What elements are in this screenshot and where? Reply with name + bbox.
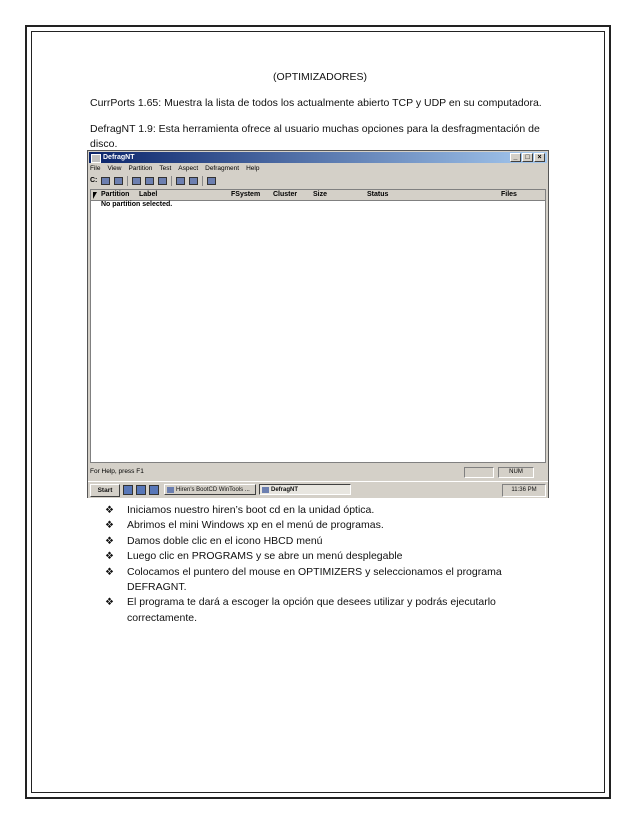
list-item — [105, 565, 525, 596]
defragnt-screenshot — [87, 150, 549, 498]
bullet-diamond-icon: ❖ — [105, 566, 114, 578]
browser-icon[interactable] — [123, 485, 133, 495]
column-fsystem[interactable]: FSystem — [231, 191, 261, 198]
menu-defragment[interactable]: Defragment — [205, 165, 240, 172]
bullet-diamond-icon: ❖ — [105, 597, 114, 609]
list-item — [105, 534, 525, 549]
taskbar-item-defragnt[interactable] — [259, 484, 351, 495]
menu-test[interactable]: Test — [159, 165, 172, 172]
bullet-diamond-icon: ❖ — [105, 505, 114, 516]
drive-selector[interactable]: C: — [90, 177, 98, 184]
list-item-text: El programa te dará a escoger la opción que desees utilizar y podrás ejecutarlo correctamente. — [127, 596, 496, 624]
list-item-text: Iniciamos nuestro hiren’s boot cd en la unidad óptica. — [127, 504, 375, 516]
list-item — [105, 503, 525, 518]
system-clock: 11:36 PM — [502, 484, 546, 497]
partition-list[interactable] — [90, 189, 546, 463]
window-titlebar — [89, 152, 547, 163]
status-help-text: For Help, press F1 — [90, 468, 144, 475]
status-bar — [90, 467, 546, 477]
column-cluster[interactable]: Cluster — [273, 191, 298, 198]
steps-list — [105, 503, 525, 626]
folder-icon[interactable] — [149, 485, 159, 495]
toolbar-separator — [202, 176, 203, 186]
defragnt-app-icon — [91, 154, 101, 163]
column-label[interactable]: Label — [139, 191, 158, 198]
list-header — [91, 190, 545, 201]
menu-file[interactable]: File — [90, 165, 101, 172]
drive-info-icon[interactable] — [101, 177, 110, 185]
hirens-app-icon — [167, 487, 174, 493]
menu-aspect[interactable]: Aspect — [178, 165, 199, 172]
column-size[interactable]: Size — [313, 191, 328, 198]
desktop-icon[interactable] — [136, 485, 146, 495]
arrow-icon[interactable] — [145, 177, 154, 185]
list-view-icon[interactable] — [114, 177, 123, 185]
start-button[interactable]: Start — [90, 484, 120, 497]
list-item — [105, 595, 525, 626]
list-item-text: Colocamos el puntero del mouse en OPTIMIZERS y seleccionamos el programa DEFRAGNT. — [127, 565, 502, 594]
mouse-pointer-icon — [93, 192, 97, 199]
menu-bar — [90, 164, 259, 173]
list-item-text: Abrimos el mini Windows xp en el menú de programas. — [127, 519, 384, 532]
window-title: DefragNT — [103, 154, 135, 161]
column-partition[interactable]: Partition — [101, 191, 130, 198]
help-icon[interactable] — [207, 177, 216, 185]
list-item-text: Damos doble clic en el icono HBCD menú — [127, 534, 323, 547]
close-button[interactable]: × — [534, 153, 545, 162]
toolbar-separator — [171, 176, 172, 186]
list-item-text: Luego clic en PROGRAMS y se abre un menú desplegable — [127, 550, 403, 563]
minimize-button[interactable]: _ — [510, 153, 521, 162]
column-files[interactable]: Files — [501, 191, 517, 198]
status-num-indicator: NUM — [498, 467, 534, 478]
status-panel — [464, 467, 494, 478]
defragnt-paragraph: DefragNT 1.9: Esta herramienta ofrece al usuario muchas opciones para la desfragmentación de disco. — [90, 123, 540, 150]
defragment-icon[interactable] — [176, 177, 185, 185]
maximize-button[interactable]: □ — [522, 153, 533, 162]
toolbar — [90, 175, 216, 187]
bullet-diamond-icon: ❖ — [105, 520, 114, 532]
section-heading: (OPTIMIZADORES) — [273, 71, 367, 83]
bullet-diamond-icon: ❖ — [105, 535, 114, 547]
window-controls — [510, 153, 545, 162]
taskbar-item-hirens-wintools[interactable] — [164, 484, 256, 495]
list-item — [105, 518, 525, 533]
taskbar-item-label: DefragNT — [271, 487, 299, 493]
column-status[interactable]: Status — [367, 191, 389, 198]
list-item — [105, 549, 525, 564]
defragnt-task-icon — [262, 487, 269, 493]
currports-paragraph: CurrPorts 1.65: Muestra la lista de todos los actualmente abierto TCP y UDP en su computadora. — [90, 97, 542, 109]
bullet-diamond-icon: ❖ — [105, 551, 114, 563]
windows-taskbar — [88, 481, 548, 498]
empty-list-message: No partition selected. — [101, 201, 173, 208]
analyze-icon[interactable] — [132, 177, 141, 185]
menu-view[interactable]: View — [107, 165, 122, 172]
menu-partition[interactable]: Partition — [128, 165, 153, 172]
menu-help[interactable]: Help — [246, 165, 260, 172]
compact-icon[interactable] — [189, 177, 198, 185]
monitor-icon[interactable] — [158, 177, 167, 185]
taskbar-item-label: Hiren's BootCD WinTools ... — [176, 487, 250, 493]
toolbar-separator — [127, 176, 128, 186]
